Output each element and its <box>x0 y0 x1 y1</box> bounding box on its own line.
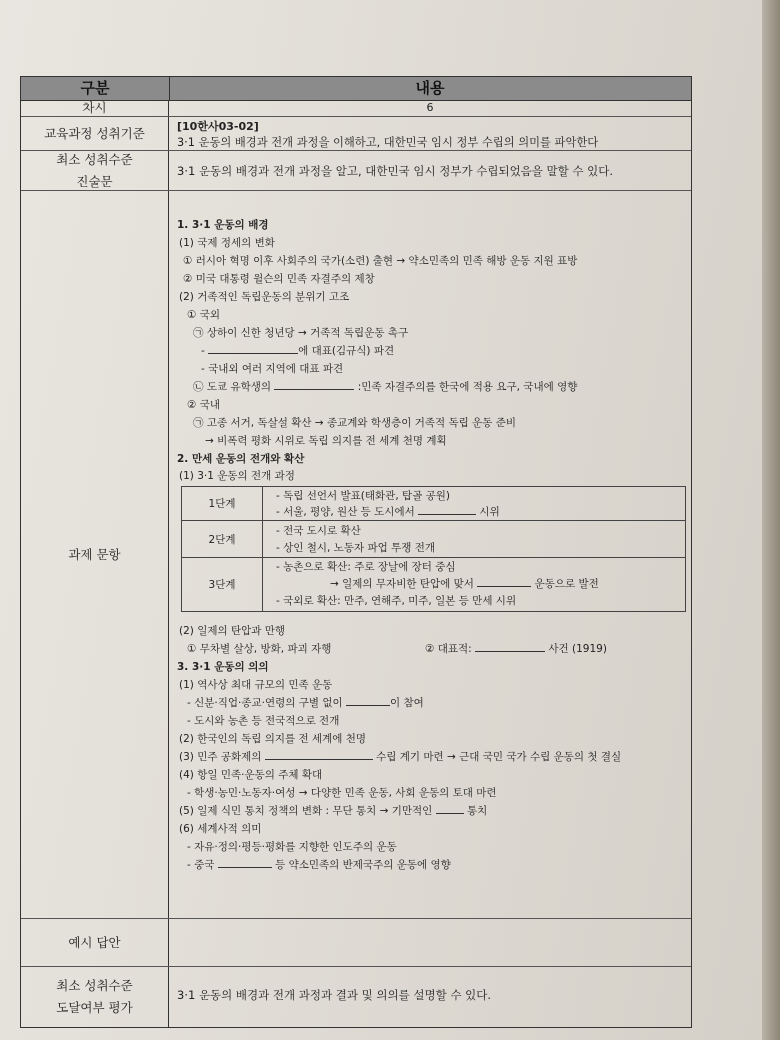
line-shanghai: ㉠ 상하이 신한 청년당 → 거족적 독립운동 촉구 <box>193 327 409 339</box>
section-1-title: 1. 3·1 운동의 배경 <box>177 219 269 231</box>
stage-2-line-1: - 전국 도시로 확산 <box>276 525 361 537</box>
line-abroad: ① 국외 <box>187 309 221 321</box>
line-delegate-text: 에 대표(김규식) 파견 <box>298 345 395 357</box>
lesson-table <box>20 76 692 1028</box>
label-eval-line1: 최소 성취수준 <box>56 978 133 993</box>
line-dispatch: - 국내외 여러 지역에 대표 파견 <box>201 363 344 375</box>
row-chasi <box>21 100 691 117</box>
label-eval <box>21 967 169 1027</box>
line-declare: (2) 한국인의 독립 의지를 전 세계에 천명 <box>179 733 367 745</box>
line-republic-b: 수립 계기 마련 → 근대 국민 국가 수립 운동의 첫 결실 <box>376 751 622 763</box>
line-largest: (1) 역사상 최대 규모의 민족 운동 <box>179 679 333 691</box>
line-tokyo-b: :민족 자결주의를 한국에 적용 요구, 국내에 영향 <box>357 381 578 393</box>
stage-row-1 <box>182 487 685 521</box>
blank-3 <box>418 504 476 515</box>
line-china <box>187 857 451 872</box>
label-task: 과제 문항 <box>21 191 169 918</box>
blank-4 <box>477 576 531 587</box>
line-russia: ① 러시아 혁명 이후 사회주의 국가(소련) 출현 → 약소민족의 민족 해방 운동 지원 표방 <box>183 255 578 267</box>
stage-3-line-1: - 농촌으로 확산: 주로 장날에 장터 중심 <box>276 561 456 573</box>
blank-1 <box>208 343 298 354</box>
line-all-classes <box>187 695 424 710</box>
stage-2-name: 2단계 <box>182 521 263 557</box>
section-3-title: 3. 3·1 운동의 의의 <box>177 661 269 673</box>
min-statement-text: 3·1 운동의 배경과 전개 과정을 알고, 대한민국 임시 정부가 수립되었음을 말할 수 있다. <box>177 164 614 178</box>
label-eval-line2: 도달여부 평가 <box>56 1000 133 1015</box>
paper-edge <box>762 0 780 1040</box>
line-republic <box>179 749 621 764</box>
line-gojong: ㉠ 고종 서거, 독살설 확산 → 종교계와 학생층이 거족적 독립 운동 준비 <box>193 417 517 429</box>
eval-text: 3·1 운동의 배경과 전개 과정과 결과 및 의의를 설명할 수 있다. <box>177 988 492 1002</box>
label-standard: 교육과정 성취기준 <box>21 117 169 150</box>
label-chasi: 차시 <box>21 100 169 116</box>
table-header <box>21 77 691 101</box>
stage-3-line-2 <box>330 576 599 591</box>
dash: - <box>201 345 205 357</box>
header-category: 구분 <box>21 77 170 100</box>
row-eval <box>21 967 691 1027</box>
stage-1-line-1: - 독립 선언서 발표(태화관, 탑골 공원) <box>276 490 451 502</box>
stage-3-line-2-text: → 일제의 무자비한 탄압에 맞서 <box>330 578 474 590</box>
line-subjects: (4) 항일 민족·운동의 주체 확대 <box>179 769 323 781</box>
label-example: 예시 답안 <box>21 919 169 966</box>
line-atmosphere: (2) 거족적인 독립운동의 분위기 고조 <box>179 291 350 303</box>
line-humanitarian: - 자유·정의·평등·평화를 지향한 인도주의 운동 <box>187 841 397 853</box>
stage-row-3 <box>182 558 685 611</box>
stage-1-line-2-end: 시위 <box>479 506 500 518</box>
line-representative-b: 사건 (1919) <box>548 643 607 655</box>
line-policy-a: (5) 일제 식민 통치 정책의 변화 : 무단 통치 → 기만적인 <box>179 805 433 817</box>
stages-table <box>181 486 686 612</box>
line-all-classes-a: - 신분·직업·종교·연령의 구별 없이 <box>187 697 343 709</box>
line-policy <box>179 803 487 818</box>
stage-1-line-2-text: - 서울, 평양, 원산 등 도시에서 <box>276 506 415 518</box>
value-chasi: 6 <box>426 101 434 114</box>
line-china-b: 등 약소민족의 반제국주의 운동에 영향 <box>275 859 451 871</box>
line-republic-a: (3) 민주 공화제의 <box>179 751 262 763</box>
stage-1-name: 1단계 <box>182 487 263 520</box>
line-china-a: - 중국 <box>187 859 215 871</box>
line-tokyo-a: ㉡ 도쿄 유학생의 <box>193 381 272 393</box>
line-delegate <box>201 343 394 358</box>
standard-text: 3·1 운동의 배경과 전개 과정을 이해하고, 대한민국 임시 정부 수립의 의미를 파악한다 <box>177 136 599 149</box>
line-nonviolent: → 비폭력 평화 시위로 독립 의지를 전 세계 천명 계획 <box>205 435 447 447</box>
stage-row-2 <box>182 521 685 558</box>
line-international: (1) 국제 정세의 변화 <box>179 237 275 249</box>
line-wilson: ② 미국 대통령 윌슨의 민족 자결주의 제창 <box>183 273 375 285</box>
row-min-statement <box>21 151 691 191</box>
stage-3-line-3: - 국외로 확산: 만주, 연해주, 미주, 일본 등 만세 시위 <box>276 595 517 607</box>
line-all-classes-b: 이 참여 <box>390 697 424 709</box>
line-policy-b: 통치 <box>467 805 488 817</box>
row-standard <box>21 117 691 151</box>
standard-code: [10한사03-02] <box>177 120 259 133</box>
blank-8 <box>436 803 464 814</box>
label-min-statement-line1: 최소 성취수준 <box>56 151 133 167</box>
blank-2 <box>274 379 354 390</box>
line-representative <box>425 641 607 656</box>
blank-9 <box>218 857 272 868</box>
line-suppression: (2) 일제의 탄압과 만행 <box>179 625 286 637</box>
stage-1-line-2 <box>276 504 500 519</box>
line-world: (6) 세계사적 의미 <box>179 823 262 835</box>
blank-5 <box>475 641 545 652</box>
line-domestic: ② 국내 <box>187 399 221 411</box>
section-2-title: 2. 만세 운동의 전개와 확산 <box>177 453 305 465</box>
line-process: (1) 3·1 운동의 전개 과정 <box>179 470 295 482</box>
header-content: 내용 <box>415 79 445 97</box>
line-representative-a: ② 대표적: <box>425 643 472 655</box>
label-min-statement-line2: 진술문 <box>76 173 113 189</box>
label-min-statement <box>21 151 169 190</box>
line-tokyo <box>193 379 577 394</box>
stage-3-name: 3단계 <box>182 558 263 611</box>
blank-6 <box>346 695 390 706</box>
line-students: - 학생·농민·노동자·여성 → 다양한 민족 운동, 사회 운동의 토대 마련 <box>187 787 497 799</box>
stage-3-line-2-end: 운동으로 발전 <box>534 578 599 590</box>
row-example <box>21 919 691 967</box>
blank-7 <box>265 749 373 760</box>
line-killing: ① 무차별 살상, 방화, 파괴 자행 <box>187 643 332 655</box>
stage-2-line-2: - 상인 철시, 노동자 파업 투쟁 전개 <box>276 542 436 554</box>
line-nationwide: - 도시와 농촌 등 전국적으로 전개 <box>187 715 340 727</box>
